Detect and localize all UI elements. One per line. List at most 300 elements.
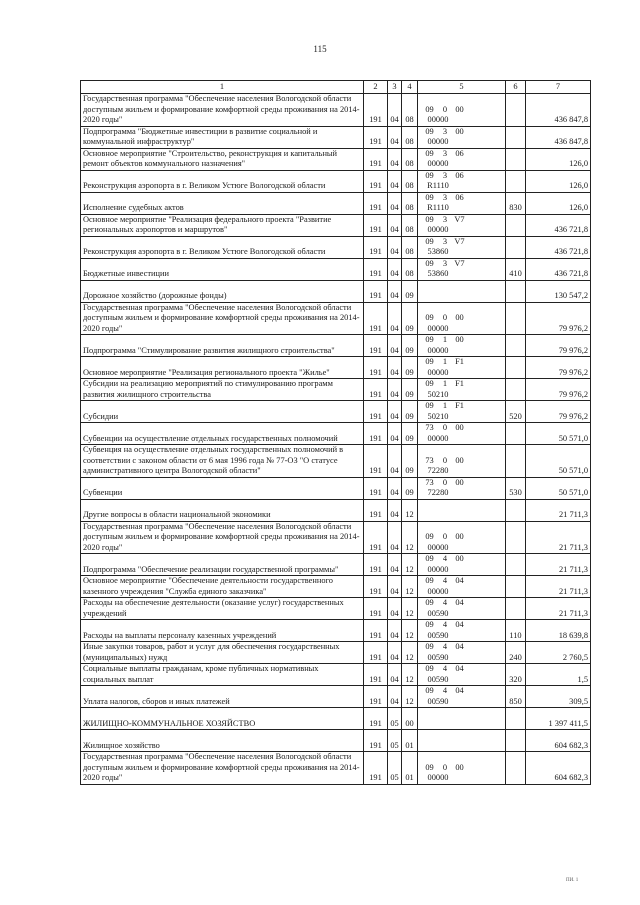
table-row: [81, 335, 591, 357]
target-code-part: 06: [455, 170, 464, 180]
table-row: [81, 499, 591, 521]
section-code: 04: [388, 423, 402, 445]
target-code-part: 4: [442, 620, 448, 629]
ministry-code: 191: [364, 752, 388, 785]
table-row: [81, 576, 591, 598]
target-code-part: 53860: [427, 247, 449, 256]
table-row: [81, 379, 591, 401]
target-code-part: 73: [425, 455, 434, 465]
amount: 2 760,5: [526, 642, 591, 664]
target-article-code: [418, 258, 506, 280]
target-code-part: 3: [442, 236, 448, 246]
target-code-part: 09: [425, 335, 434, 344]
expense-type-code: [506, 752, 526, 785]
amount: 1 397 411,5: [526, 708, 591, 730]
ministry-code: 191: [364, 214, 388, 236]
target-article-code: [418, 423, 506, 445]
target-code-part: 50210: [427, 411, 449, 421]
target-code-part: 0: [442, 423, 448, 432]
row-name: Подпрограмма "Стимулирование развития жилищного строительства": [81, 335, 364, 357]
expense-type-code: [506, 576, 526, 598]
subsection-code: 12: [402, 620, 418, 642]
target-article-code: [418, 521, 506, 554]
footer-mark: ПИ. 1: [566, 878, 579, 883]
row-name: Субвенции: [81, 477, 364, 499]
amount: 21 711,3: [526, 598, 591, 620]
amount: 436 721,8: [526, 258, 591, 280]
row-name: Иные закупки товаров, работ и услуг для обеспечения государственных (муниципальных) нужд: [81, 642, 364, 664]
section-code: 04: [388, 401, 402, 423]
amount: 79 976,2: [526, 302, 591, 335]
page-number: 115: [313, 44, 327, 54]
amount: 309,5: [526, 686, 591, 708]
target-code-part: 04: [455, 620, 464, 629]
subsection-code: 12: [402, 664, 418, 686]
table-row: [81, 686, 591, 708]
ministry-code: 191: [364, 94, 388, 127]
expense-type-code: 320: [506, 664, 526, 686]
target-code-part: 09: [425, 620, 434, 629]
row-name: Государственная программа "Обеспечение населения Вологодской области доступным жильем и формирование комфортной среды проживания на 2014-2020 годы": [81, 94, 364, 127]
target-code-part: 00: [455, 335, 464, 344]
section-code: 04: [388, 642, 402, 664]
target-article-code: [418, 445, 506, 478]
expense-type-code: [506, 521, 526, 554]
section-code: 04: [388, 302, 402, 335]
expense-type-code: [506, 379, 526, 401]
ministry-code: 191: [364, 335, 388, 357]
target-code-part: 00000: [427, 345, 449, 355]
section-code: 05: [388, 708, 402, 730]
target-article-code: [418, 302, 506, 335]
target-code-part: 3: [442, 258, 448, 268]
table-row: [81, 642, 591, 664]
row-name: Субсидии: [81, 401, 364, 423]
subsection-code: 12: [402, 576, 418, 598]
section-code: 05: [388, 730, 402, 752]
target-code-part: 00000: [427, 323, 449, 333]
amount: 21 711,3: [526, 554, 591, 576]
table-row: [81, 445, 591, 478]
expense-type-code: 850: [506, 686, 526, 708]
target-code-part: 00: [455, 554, 464, 563]
target-code-part: 09: [425, 576, 434, 585]
section-code: 04: [388, 335, 402, 357]
target-article-code: [418, 477, 506, 499]
table-row: [81, 126, 591, 148]
column-header: 2: [364, 81, 388, 94]
subsection-code: 08: [402, 192, 418, 214]
target-code-part: 09: [425, 170, 434, 180]
target-article-code: [418, 664, 506, 686]
target-code-part: 0: [442, 313, 448, 322]
subsection-code: 08: [402, 214, 418, 236]
target-code-part: 09: [425, 126, 434, 136]
section-code: 04: [388, 357, 402, 379]
subsection-code: 09: [402, 477, 418, 499]
expense-type-code: 110: [506, 620, 526, 642]
section-code: 04: [388, 499, 402, 521]
target-code-part: 00000: [427, 225, 449, 234]
row-name: Государственная программа "Обеспечение населения Вологодской области доступным жильем и формирование комфортной среды проживания на 2014-2020 годы": [81, 302, 364, 335]
amount: 126,0: [526, 170, 591, 192]
ministry-code: 191: [364, 576, 388, 598]
target-article-code: [418, 357, 506, 379]
ministry-code: 191: [364, 664, 388, 686]
target-code-part: 09: [425, 192, 434, 202]
table-row: [81, 258, 591, 280]
table-row: [81, 357, 591, 379]
target-code-part: 1: [442, 379, 448, 388]
target-article-code: [418, 148, 506, 170]
target-code-part: 72280: [427, 488, 449, 497]
column-header: 5: [418, 81, 506, 94]
target-article-code: [418, 576, 506, 598]
target-code-part: 3: [442, 148, 448, 158]
target-code-part: 00000: [427, 367, 449, 377]
amount: 436 847,8: [526, 94, 591, 127]
target-article-code: [418, 730, 506, 752]
subsection-code: 12: [402, 686, 418, 708]
section-code: 05: [388, 752, 402, 785]
target-code-part: 09: [425, 357, 434, 366]
expense-type-code: [506, 708, 526, 730]
target-code-part: 0: [442, 455, 448, 465]
row-name: Основное мероприятие "Обеспечение деятельности государственного казенного учреждения "Служба единого заказчика": [81, 576, 364, 598]
target-article-code: [418, 499, 506, 521]
subsection-code: 09: [402, 357, 418, 379]
target-code-part: 00: [455, 104, 464, 114]
target-code-part: 09: [425, 104, 434, 114]
row-name: Основное мероприятие "Реализация федерального проекта "Развитие региональных аэропортов и маршрутов": [81, 214, 364, 236]
expense-type-code: [506, 445, 526, 478]
ministry-code: 191: [364, 302, 388, 335]
subsection-code: 08: [402, 236, 418, 258]
target-code-part: 72280: [427, 466, 449, 475]
expense-type-code: [506, 170, 526, 192]
row-name: Расходы на выплаты персоналу казенных учреждений: [81, 620, 364, 642]
target-code-part: 09: [425, 532, 434, 541]
expense-type-code: [506, 126, 526, 148]
target-code-part: 09: [425, 598, 434, 607]
target-code-part: F1: [455, 357, 464, 366]
target-article-code: [418, 335, 506, 357]
subsection-code: 01: [402, 752, 418, 785]
ministry-code: 191: [364, 554, 388, 576]
amount: 50 571,0: [526, 423, 591, 445]
target-code-part: 00590: [427, 674, 449, 684]
table-row: [81, 401, 591, 423]
subsection-code: 12: [402, 554, 418, 576]
budget-table: [80, 80, 591, 785]
table-row: [81, 302, 591, 335]
expense-type-code: [506, 335, 526, 357]
target-code-part: 06: [455, 148, 464, 158]
row-name: Основное мероприятие "Строительство, реконструкция и капитальный ремонт объектов коммунального назначения": [81, 148, 364, 170]
ministry-code: 191: [364, 236, 388, 258]
target-code-part: 09: [425, 762, 434, 772]
ministry-code: 191: [364, 170, 388, 192]
amount: 1,5: [526, 664, 591, 686]
expense-type-code: [506, 148, 526, 170]
ministry-code: 191: [364, 708, 388, 730]
table-row: [81, 708, 591, 730]
target-article-code: [418, 236, 506, 258]
row-name: Субвенция на осуществление отдельных государственных полномочий в соответствии с законом области от 6 мая 1996 года № 77-ОЗ "О статусе административного центра Вологодской области": [81, 445, 364, 478]
row-name: Другие вопросы в области национальной экономики: [81, 499, 364, 521]
amount: 21 711,3: [526, 521, 591, 554]
expense-type-code: [506, 302, 526, 335]
subsection-code: 12: [402, 499, 418, 521]
target-code-part: 09: [425, 313, 434, 322]
target-code-part: 1: [442, 357, 448, 366]
amount: 50 571,0: [526, 445, 591, 478]
column-header: 7: [526, 81, 591, 94]
subsection-code: 09: [402, 280, 418, 302]
subsection-code: 01: [402, 730, 418, 752]
row-name: Государственная программа "Обеспечение населения Вологодской области доступным жильем и формирование комфортной среды проживания на 2014-2020 годы": [81, 752, 364, 785]
row-name: Основное мероприятие "Реализация регионального проекта "Жилье": [81, 357, 364, 379]
expense-type-code: 830: [506, 192, 526, 214]
subsection-code: 08: [402, 94, 418, 127]
target-code-part: 04: [455, 664, 464, 673]
ministry-code: 191: [364, 192, 388, 214]
target-code-part: 09: [425, 642, 434, 651]
target-code-part: F1: [455, 401, 464, 410]
amount: 436 847,8: [526, 126, 591, 148]
section-code: 04: [388, 664, 402, 686]
table-row: [81, 170, 591, 192]
section-code: 04: [388, 214, 402, 236]
row-name: Исполнение судебных актов: [81, 192, 364, 214]
row-name: Уплата налогов, сборов и иных платежей: [81, 686, 364, 708]
table-row: [81, 664, 591, 686]
target-code-part: 00000: [427, 159, 449, 168]
section-code: 04: [388, 477, 402, 499]
subsection-code: 12: [402, 598, 418, 620]
target-code-part: 0: [442, 762, 448, 772]
target-code-part: 1: [442, 401, 448, 410]
table-row: [81, 477, 591, 499]
target-code-part: 4: [442, 576, 448, 585]
target-code-part: 00: [455, 126, 464, 136]
expense-type-code: [506, 357, 526, 379]
target-code-part: 53860: [427, 269, 449, 278]
target-code-part: 00000: [427, 564, 449, 574]
target-article-code: [418, 752, 506, 785]
target-code-part: 00590: [427, 696, 449, 706]
section-code: 04: [388, 445, 402, 478]
ministry-code: 191: [364, 477, 388, 499]
subsection-code: 12: [402, 521, 418, 554]
row-name: Социальные выплаты гражданам, кроме публичных нормативных социальных выплат: [81, 664, 364, 686]
target-article-code: [418, 379, 506, 401]
target-code-part: 04: [455, 686, 464, 695]
target-code-part: 00: [455, 477, 464, 487]
section-code: 04: [388, 236, 402, 258]
target-code-part: 4: [442, 598, 448, 607]
subsection-code: 09: [402, 302, 418, 335]
table-row: [81, 192, 591, 214]
expense-type-code: [506, 423, 526, 445]
target-code-part: 09: [425, 379, 434, 388]
row-name: Подпрограмма "Обеспечение реализации государственной программы": [81, 554, 364, 576]
row-name: ЖИЛИЩНО-КОММУНАЛЬНОЕ ХОЗЯЙСТВО: [81, 708, 364, 730]
table-row: [81, 236, 591, 258]
ministry-code: 191: [364, 499, 388, 521]
row-name: Бюджетные инвестиции: [81, 258, 364, 280]
section-code: 04: [388, 280, 402, 302]
target-article-code: [418, 686, 506, 708]
target-article-code: [418, 401, 506, 423]
target-code-part: 09: [425, 236, 434, 246]
column-header: 6: [506, 81, 526, 94]
table-row: [81, 423, 591, 445]
target-code-part: 09: [425, 686, 434, 695]
expense-type-code: [506, 499, 526, 521]
target-code-part: 0: [442, 532, 448, 541]
target-code-part: 00000: [427, 115, 449, 124]
table-row: [81, 94, 591, 127]
row-name: Подпрограмма "Бюджетные инвестиции в развитие социальной и коммунальной инфраструктур": [81, 126, 364, 148]
table-row: [81, 598, 591, 620]
row-name: Субвенции на осуществление отдельных государственных полномочий: [81, 423, 364, 445]
target-code-part: 06: [455, 192, 464, 202]
column-header: 3: [388, 81, 402, 94]
ministry-code: 191: [364, 126, 388, 148]
ministry-code: 191: [364, 280, 388, 302]
ministry-code: 191: [364, 148, 388, 170]
row-name: Государственная программа "Обеспечение населения Вологодской области доступным жильем и формирование комфортной среды проживания на 2014-2020 годы": [81, 521, 364, 554]
ministry-code: 191: [364, 357, 388, 379]
target-code-part: 1: [442, 335, 448, 344]
table-body: [81, 94, 591, 785]
target-code-part: R1110: [427, 203, 449, 212]
section-code: 04: [388, 126, 402, 148]
target-article-code: [418, 620, 506, 642]
table-row: [81, 730, 591, 752]
target-code-part: 00: [455, 532, 464, 541]
subsection-code: 08: [402, 148, 418, 170]
target-code-part: 4: [442, 686, 448, 695]
ministry-code: 191: [364, 642, 388, 664]
ministry-code: 191: [364, 730, 388, 752]
target-article-code: [418, 708, 506, 730]
target-code-part: 00590: [427, 630, 449, 640]
ministry-code: 191: [364, 379, 388, 401]
target-code-part: V7: [454, 236, 465, 246]
expense-type-code: [506, 598, 526, 620]
target-article-code: [418, 214, 506, 236]
table-row: [81, 148, 591, 170]
subsection-code: 08: [402, 258, 418, 280]
row-name: Дорожное хозяйство (дорожные фонды): [81, 280, 364, 302]
ministry-code: 191: [364, 401, 388, 423]
section-code: 04: [388, 94, 402, 127]
row-name: Субсидии на реализацию мероприятий по стимулированию программ развития жилищного строительства: [81, 379, 364, 401]
expense-type-code: [506, 94, 526, 127]
amount: 604 682,3: [526, 752, 591, 785]
target-article-code: [418, 280, 506, 302]
subsection-code: 00: [402, 708, 418, 730]
row-name: Расходы на обеспечение деятельности (оказание услуг) государственных учреждений: [81, 598, 364, 620]
expense-type-code: [506, 280, 526, 302]
subsection-code: 08: [402, 126, 418, 148]
amount: 436 721,8: [526, 236, 591, 258]
target-code-part: 04: [455, 598, 464, 607]
target-code-part: 04: [455, 642, 464, 651]
amount: 79 976,2: [526, 335, 591, 357]
expense-type-code: 240: [506, 642, 526, 664]
section-code: 04: [388, 192, 402, 214]
target-article-code: [418, 554, 506, 576]
subsection-code: 09: [402, 423, 418, 445]
amount: 79 976,2: [526, 357, 591, 379]
target-code-part: F1: [455, 379, 464, 388]
expense-type-code: [506, 214, 526, 236]
column-header: 4: [402, 81, 418, 94]
target-article-code: [418, 94, 506, 127]
target-code-part: 0: [442, 477, 448, 487]
target-code-part: 73: [425, 423, 434, 432]
header-row: [81, 81, 591, 94]
target-code-part: 00: [455, 455, 464, 465]
target-code-part: 3: [442, 214, 448, 224]
ministry-code: 191: [364, 598, 388, 620]
target-code-part: 00: [455, 762, 464, 772]
subsection-code: 08: [402, 170, 418, 192]
ministry-code: 191: [364, 521, 388, 554]
target-article-code: [418, 170, 506, 192]
amount: 79 976,2: [526, 379, 591, 401]
target-code-part: 3: [442, 170, 448, 180]
column-header: 1: [81, 81, 364, 94]
target-code-part: 00000: [427, 773, 449, 782]
section-code: 04: [388, 170, 402, 192]
target-article-code: [418, 126, 506, 148]
ministry-code: 191: [364, 423, 388, 445]
table-row: [81, 752, 591, 785]
target-code-part: 3: [442, 192, 448, 202]
ministry-code: 191: [364, 686, 388, 708]
amount: 79 976,2: [526, 401, 591, 423]
amount: 604 682,3: [526, 730, 591, 752]
row-name: Реконструкция аэропорта в г. Великом Устюге Вологодской области: [81, 170, 364, 192]
target-code-part: 4: [442, 664, 448, 673]
target-code-part: 00590: [427, 652, 449, 662]
section-code: 04: [388, 620, 402, 642]
target-code-part: 00000: [427, 433, 449, 443]
target-code-part: 04: [455, 576, 464, 585]
amount: 18 639,8: [526, 620, 591, 642]
target-code-part: 00000: [427, 542, 449, 552]
section-code: 04: [388, 686, 402, 708]
target-article-code: [418, 598, 506, 620]
target-code-part: 4: [442, 554, 448, 563]
section-code: 04: [388, 521, 402, 554]
subsection-code: 09: [402, 445, 418, 478]
amount: 436 721,8: [526, 214, 591, 236]
target-code-part: 50210: [427, 389, 449, 399]
expense-type-code: 410: [506, 258, 526, 280]
ministry-code: 191: [364, 258, 388, 280]
expense-type-code: 530: [506, 477, 526, 499]
target-code-part: 09: [425, 214, 434, 224]
ministry-code: 191: [364, 620, 388, 642]
section-code: 04: [388, 598, 402, 620]
table-row: [81, 554, 591, 576]
amount: 21 711,3: [526, 499, 591, 521]
